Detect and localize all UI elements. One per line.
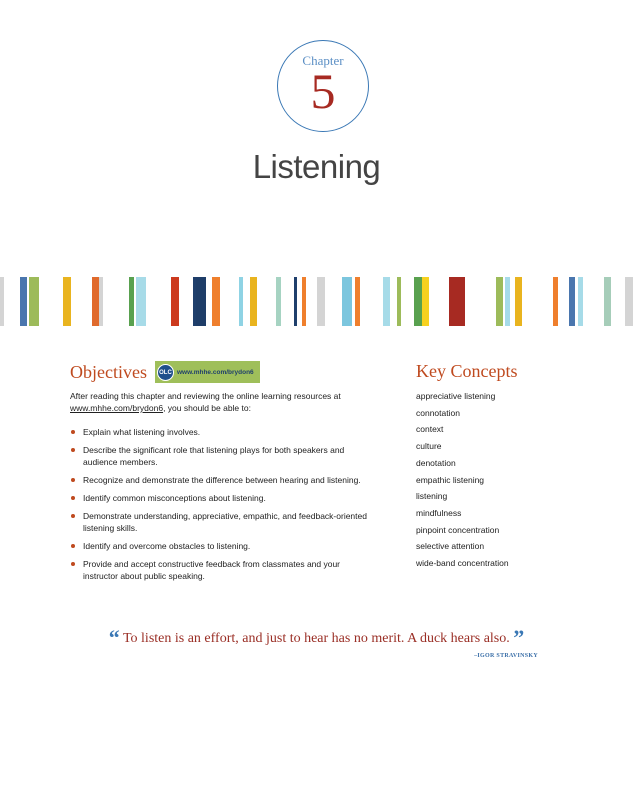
- objective-item: [70, 474, 370, 486]
- stripe: [397, 277, 401, 326]
- key-concept-item: listening: [416, 491, 448, 502]
- epigraph: [0, 625, 633, 659]
- key-concepts-list: [416, 388, 596, 572]
- chapter-number: 5: [310, 63, 336, 119]
- objectives-section: [70, 360, 370, 588]
- stripe: [136, 277, 146, 326]
- stripe: [578, 277, 583, 326]
- stripe: [355, 277, 360, 326]
- key-concept-item: empathic listening: [416, 474, 485, 485]
- chapter-title: Listening: [252, 148, 381, 185]
- stripe: [171, 277, 179, 326]
- stripe: [20, 277, 27, 326]
- intro-text: After reading this chapter and reviewing the online learning resources at: [70, 391, 341, 401]
- bullet-icon: [71, 544, 75, 548]
- key-concept-item: mindfulness: [416, 507, 462, 518]
- bullet-icon: [71, 514, 75, 518]
- objective-text: Provide and accept constructive feedback from classmates and your instructor about public speaking.: [83, 559, 341, 581]
- stripe: [496, 277, 503, 326]
- olc-badge[interactable]: [155, 361, 260, 383]
- decorative-stripe-band: [0, 277, 633, 326]
- objective-text: Describe the significant role that listening plays for both speakers and audience members.: [83, 445, 345, 467]
- stripe: [515, 277, 522, 326]
- bullet-icon: [71, 562, 75, 566]
- key-concept-item: appreciative listening: [416, 391, 496, 401]
- key-concept-item: context: [416, 424, 444, 435]
- stripe: [317, 277, 325, 326]
- key-concept-item: denotation: [416, 457, 456, 468]
- key-concepts-heading: Key Concepts: [416, 361, 518, 381]
- intro-text-end: , you should be able to:: [163, 403, 251, 413]
- stripe: [0, 277, 4, 326]
- intro-link[interactable]: www.mhhe.com/brydon6: [70, 403, 164, 413]
- objective-item: [70, 558, 370, 582]
- stripe: [196, 277, 206, 326]
- bullet-icon: [71, 430, 75, 434]
- stripe: [553, 277, 558, 326]
- objective-item: [70, 444, 370, 468]
- quote-text: To listen is an effort, and just to hear has no merit. A duck hears also.: [122, 631, 510, 646]
- objective-text: Identify common misconceptions about listening.: [83, 493, 266, 503]
- stripe: [239, 277, 243, 326]
- objectives-intro: [70, 390, 370, 414]
- stripe: [302, 277, 306, 326]
- objective-item: [70, 426, 370, 438]
- stripe: [569, 277, 575, 326]
- objective-text: Identify and overcome obstacles to listening.: [83, 541, 251, 551]
- chapter-label: Chapter: [302, 53, 344, 68]
- objective-item: [70, 510, 370, 534]
- stripe: [276, 277, 281, 326]
- stripe: [625, 277, 633, 326]
- objective-text: Explain what listening involves.: [83, 427, 201, 437]
- objective-text: Demonstrate understanding, appreciative, empathic, and feedback-oriented listening skills.: [83, 511, 367, 533]
- key-concepts-section: [416, 360, 596, 572]
- stripe: [449, 277, 465, 326]
- objective-item: [70, 540, 370, 552]
- stripe: [294, 277, 297, 326]
- quote-line: [0, 625, 633, 651]
- stripe: [212, 277, 220, 326]
- stripe: [99, 277, 103, 326]
- open-quote-mark: “: [108, 625, 120, 650]
- objectives-list: [70, 426, 370, 582]
- key-concept-item: pinpoint concentration: [416, 524, 500, 535]
- bullet-icon: [71, 448, 75, 452]
- bullet-icon: [71, 478, 75, 482]
- olc-url: www.mhhe.com/brydon6: [176, 368, 254, 376]
- close-quote-mark: ”: [513, 625, 525, 650]
- objectives-heading: Objectives: [70, 362, 147, 382]
- objective-item: [70, 492, 370, 504]
- quote-attribution: –IGOR STRAVINSKY: [474, 653, 538, 659]
- bullet-icon: [71, 496, 75, 500]
- stripe: [129, 277, 134, 326]
- chapter-badge: [277, 40, 369, 132]
- stripe: [250, 277, 257, 326]
- stripe: [63, 277, 71, 326]
- olc-icon: OLC: [157, 364, 174, 381]
- key-concept-item: selective attention: [416, 541, 485, 552]
- stripe: [383, 277, 390, 326]
- stripe: [604, 277, 611, 326]
- key-concept-item: culture: [416, 441, 442, 452]
- key-concept-item: connotation: [416, 407, 460, 418]
- stripe: [505, 277, 510, 326]
- stripe: [29, 277, 39, 326]
- objective-text: Recognize and demonstrate the difference between hearing and listening.: [83, 475, 361, 485]
- key-concept-item: wide-band concentration: [416, 558, 509, 569]
- stripe: [422, 277, 429, 326]
- stripe: [342, 277, 352, 326]
